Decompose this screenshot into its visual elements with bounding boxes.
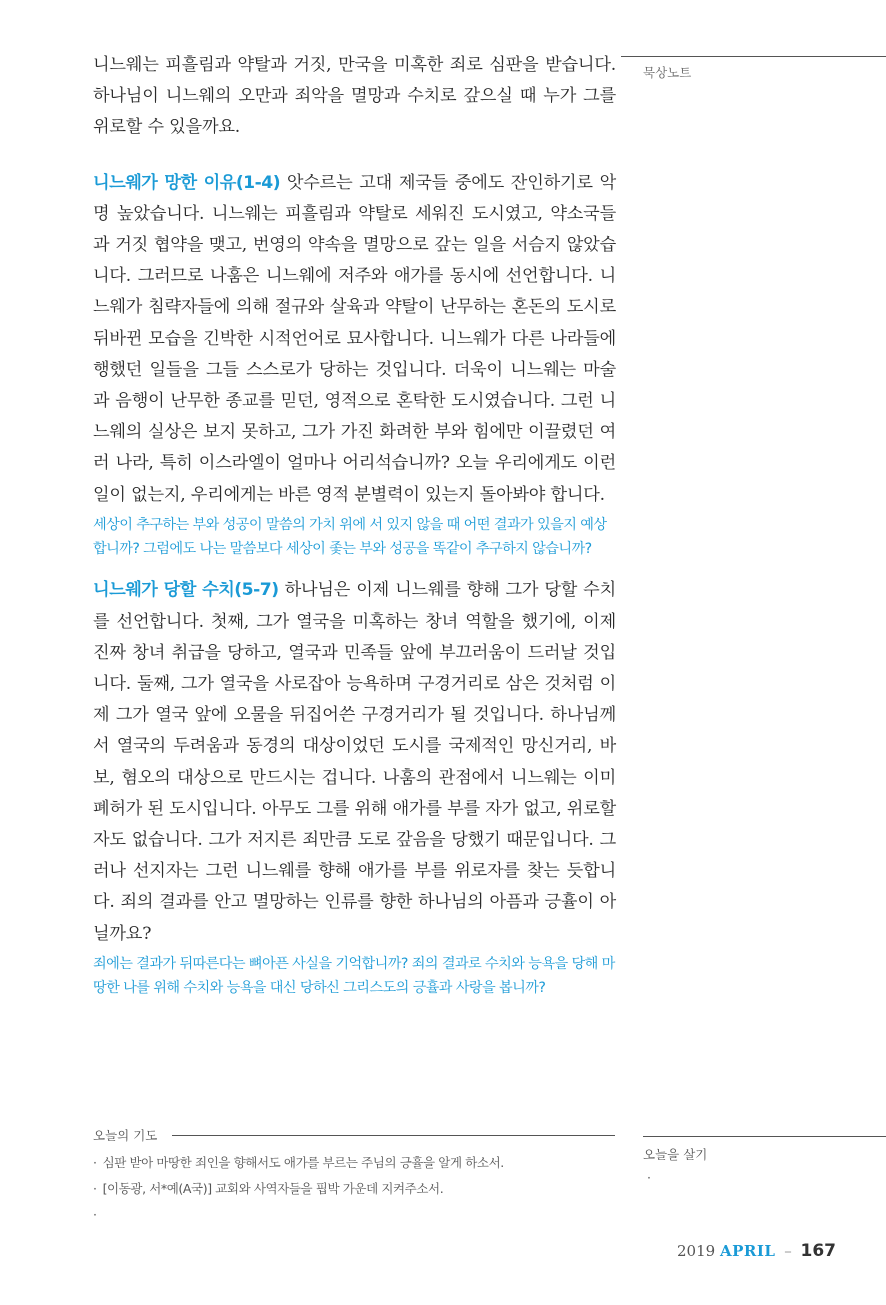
prayer-title: 오늘의 기도 xyxy=(93,1126,167,1144)
section-2-paragraph xyxy=(93,575,616,949)
intro-paragraph: 니느웨는 피흘림과 약탈과 거짓, 만국을 미혹한 죄로 심판을 받습니다. 하나님이 니느웨의 오만과 죄악을 멸망과 수치로 갚으실 때 누가 그를 위로할 수 있을까요. xyxy=(93,55,616,138)
side-divider xyxy=(621,56,886,57)
page-number: 167 xyxy=(800,1241,836,1261)
section-2-heading: 니느웨가 당할 수치(5-7) xyxy=(93,580,279,601)
prayer-item: · [이동광, 서*예(A국)] 교회와 사역자들을 핍박 가운데 지켜주소서. xyxy=(93,1181,444,1196)
bullet-icon: · xyxy=(93,1155,97,1170)
prayer-list xyxy=(93,1150,504,1228)
footer-month: APRIL xyxy=(719,1242,776,1260)
main-content xyxy=(93,50,616,1000)
live-today-bullet: · xyxy=(647,1170,651,1185)
reflection-question-2: 죄에는 결과가 뒤따른다는 뼈아픈 사실을 기억합니까? 죄의 결과로 수치와 능욕을 당해 마땅한 나를 위해 수치와 능욕을 대신 당하신 그리스도의 긍휼과 사랑을 봅니까? xyxy=(93,955,615,997)
prayer-divider xyxy=(172,1135,615,1136)
section-2-body: 하나님은 이제 니느웨를 향해 그가 당할 수치를 선언합니다. 첫째, 그가 열국을 미혹하는 창녀 역할을 했기에, 이제 진짜 창녀 취급을 당하고, 열국과 민족들 앞에 부끄러움이 드러날 것입니다. 둘째, 그가 열국을 사로잡아 능욕하며 구경거리로 삼은 것처럼 이제 그가 열국 앞에 오물을 뒤집어쓴 구경거리가 될 것입니다. 하나님께서 열국의 두려움과 동경의 대상이었던 도시를 국제적인 망신거리, 바보, 혐오의 대상으로 만드시는 겁니다. 나훔의 관점에서 니느웨는 이미 폐허가 된 도시입니다. 아무도 그를 위해 애가를 부를 자가 없고, 위로할 자도 없습니다. 그가 저지른 죄만큼 도로 갚음을 당했기 때문입니다. 그러나 선지자는 그런 니느웨를 향해 애가를 부를 위로자를 찾는 듯합니다. 죄의 결과를 안고 멸망하는 인류를 향한 하나님의 아픔과 긍휼이 아닐까요? xyxy=(93,580,616,944)
prayer-item: · 심판 받아 마땅한 죄인을 향해서도 애가를 부르는 주님의 긍휼을 알게 하소서. xyxy=(93,1155,504,1170)
section-1-heading: 니느웨가 망한 이유(1-4) xyxy=(93,172,281,193)
page-footer xyxy=(677,1241,836,1261)
section-1-body: 앗수르는 고대 제국들 중에도 잔인하기로 악명 높았습니다. 니느웨는 피흘림과 약탈로 세워진 도시였고, 약소국들과 거짓 협약을 맺고, 번영의 약속을 멸망으로 갚는 일을 서슴지 않았습니다. 그러므로 나훔은 니느웨에 저주와 애가를 동시에 선언합니다. 니느웨가 침략자들에 의해 절규와 살육과 약탈이 난무하는 혼돈의 도시로 뒤바뀐 모습을 긴박한 시적언어로 묘사합니다. 니느웨가 다른 나라들에 행했던 일들을 그들 스스로가 당하는 것입니다. 더욱이 니느웨는 마술과 음행이 난무한 종교를 믿던, 영적으로 혼탁한 도시였습니다. 그런 니느웨의 실상은 보지 못하고, 그가 가진 화려한 부와 힘에만 이끌렸던 여러 나라, 특히 이스라엘이 얼마나 어리석습니까? 오늘 우리에게도 이런 일이 없는지, 우리에게는 바른 영적 분별력이 있는지 돌아봐야 합니다. xyxy=(93,172,617,505)
section-1-paragraph xyxy=(93,168,616,511)
reflection-question-1: 세상이 추구하는 부와 성공이 말씀의 가치 위에 서 있지 않을 때 어떤 결과가 있을지 예상합니까? 그럼에도 나는 말씀보다 세상이 좇는 부와 성공을 똑같이 추구하지 않습니까? xyxy=(93,516,607,558)
bullet-icon: · xyxy=(93,1207,97,1222)
prayer-item xyxy=(93,1202,504,1228)
meditation-note-label: 묵상노트 xyxy=(643,65,692,80)
live-divider xyxy=(643,1136,886,1137)
live-today-title: 오늘을 살기 xyxy=(643,1147,708,1162)
footer-separator: – xyxy=(784,1242,792,1260)
footer-year: 2019 xyxy=(677,1242,716,1260)
bullet-icon: · xyxy=(93,1181,97,1196)
